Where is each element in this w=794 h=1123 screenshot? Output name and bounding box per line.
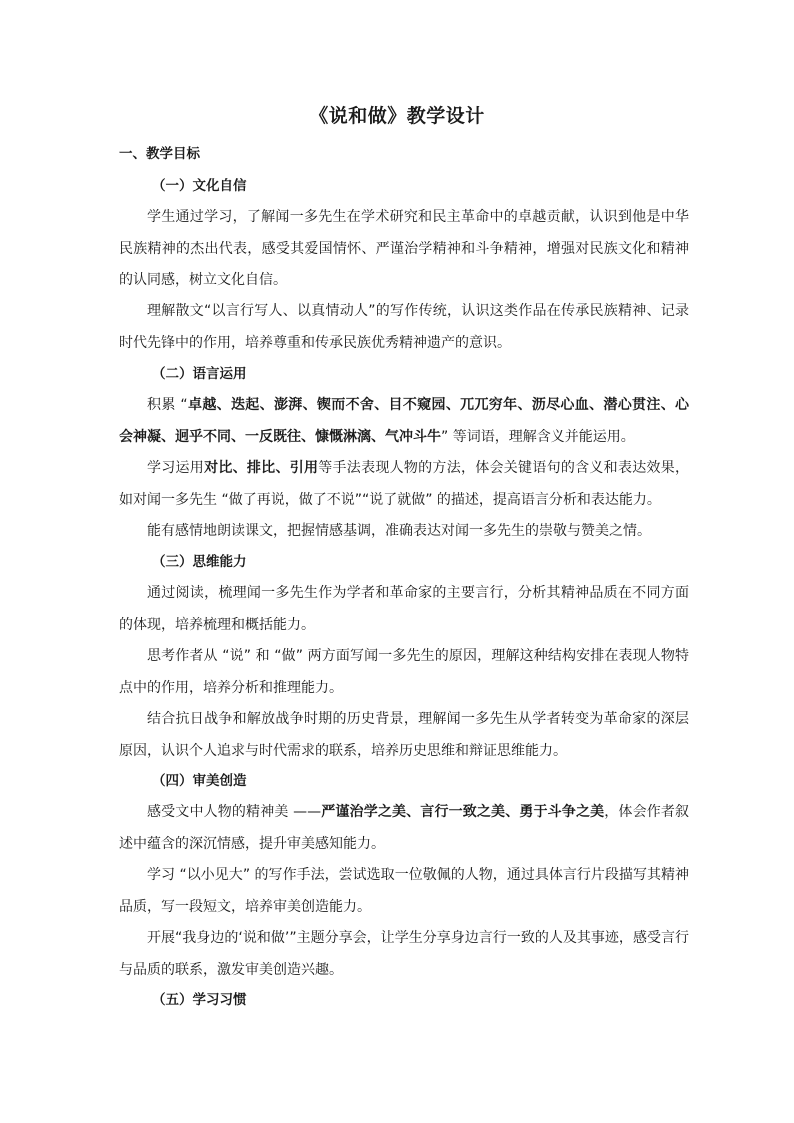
paragraph: 学习 “以小见大” 的写作手法，尝试选取一位敬佩的人物，通过具体言行片段描写其精神品质，写一段短文，培养审美创造能力。 (119, 867, 689, 915)
spiritual-beauty-list: 严谨治学之美、言行一致之美、勇于斗争之美 (321, 804, 605, 820)
paragraph-text: 积累 “ (147, 397, 188, 413)
paragraph-text: ” 等词语，理解含义并能运用。 (441, 428, 635, 445)
subheading-cultural-confidence: （一）文化自信 (152, 178, 247, 194)
paragraph: 理解散文“以言行写人、以真情动人”的写作传统，认识这类作品在传承民族精神、记录时代先锋中的作用，培养尊重和传承民族优秀精神遗产的意识。 (119, 303, 689, 351)
paragraph-text: 感受文中人物的精神美 —— (147, 804, 322, 820)
page-title: 《说和做》教学设计 (309, 105, 485, 127)
paragraph-text: ，体会作者叙述中蕴含的深沉情感，提升审美感知能力。 (119, 804, 690, 852)
paragraph: 通过阅读，梳理闻一多先生作为学者和革命家的主要言行，分析其精神品质在不同方面的体现，培养梳理和概括能力。 (119, 585, 689, 633)
subheading-aesthetic-creation: （四）审美创造 (152, 773, 247, 789)
subheading-thinking-ability: （三）思维能力 (152, 554, 247, 570)
paragraph-text: 学习运用 (147, 460, 205, 476)
subheading-study-habits: （五）学习习惯 (152, 992, 247, 1008)
vocabulary-list: 卓越、迭起、澎湃、锲而不舍、目不窥园、兀兀穷年、沥尽心血、潜心贯注、心会神凝、迥乎不同、一反既往、慷慨淋漓、气冲斗牛 (119, 397, 690, 445)
paragraph: 结合抗日战争和解放战争时期的历史背景，理解闻一多先生从学者转变为革命家的深层原因，认识个人追求与时代需求的联系，培养历史思维和辩证思维能力。 (119, 711, 689, 759)
paragraph: 开展“我身边的‘说和做’”主题分享会，让学生分享身边言行一致的人及其事迹，感受言行与品质的联系，激发审美创造兴趣。 (119, 930, 689, 978)
paragraph: 思考作者从 “说” 和 “做” 两方面写闻一多先生的原因，理解这种结构安排在表现人物特点中的作用，培养分析和推理能力。 (119, 648, 689, 696)
paragraph-text: 等手法表现人物的方法，体会关键语句的含义和表达效果，如对闻一多先生 “做了再说，做了不说”“说了就做” 的描述，提高语言分析和表达能力。 (119, 460, 690, 508)
rhetoric-techniques: 对比、排比、引用 (204, 460, 319, 476)
paragraph (119, 390, 689, 453)
subheading-language-use: （二）语言运用 (152, 366, 247, 382)
paragraph: 能有感情地朗读课文，把握情感基调，准确表达对闻一多先生的崇敬与赞美之情。 (147, 523, 651, 539)
paragraph (119, 797, 689, 860)
paragraph: 学生通过学习，了解闻一多先生在学术研究和民主革命中的卓越贡献，认识到他是中华民族精神的杰出代表，感受其爱国情怀、严谨治学精神和斗争精神，增强对民族文化和精神的认同感，树立文化自信。 (119, 209, 689, 288)
section-heading-teaching-goals: 一、教学目标 (119, 146, 200, 162)
paragraph (119, 453, 689, 516)
